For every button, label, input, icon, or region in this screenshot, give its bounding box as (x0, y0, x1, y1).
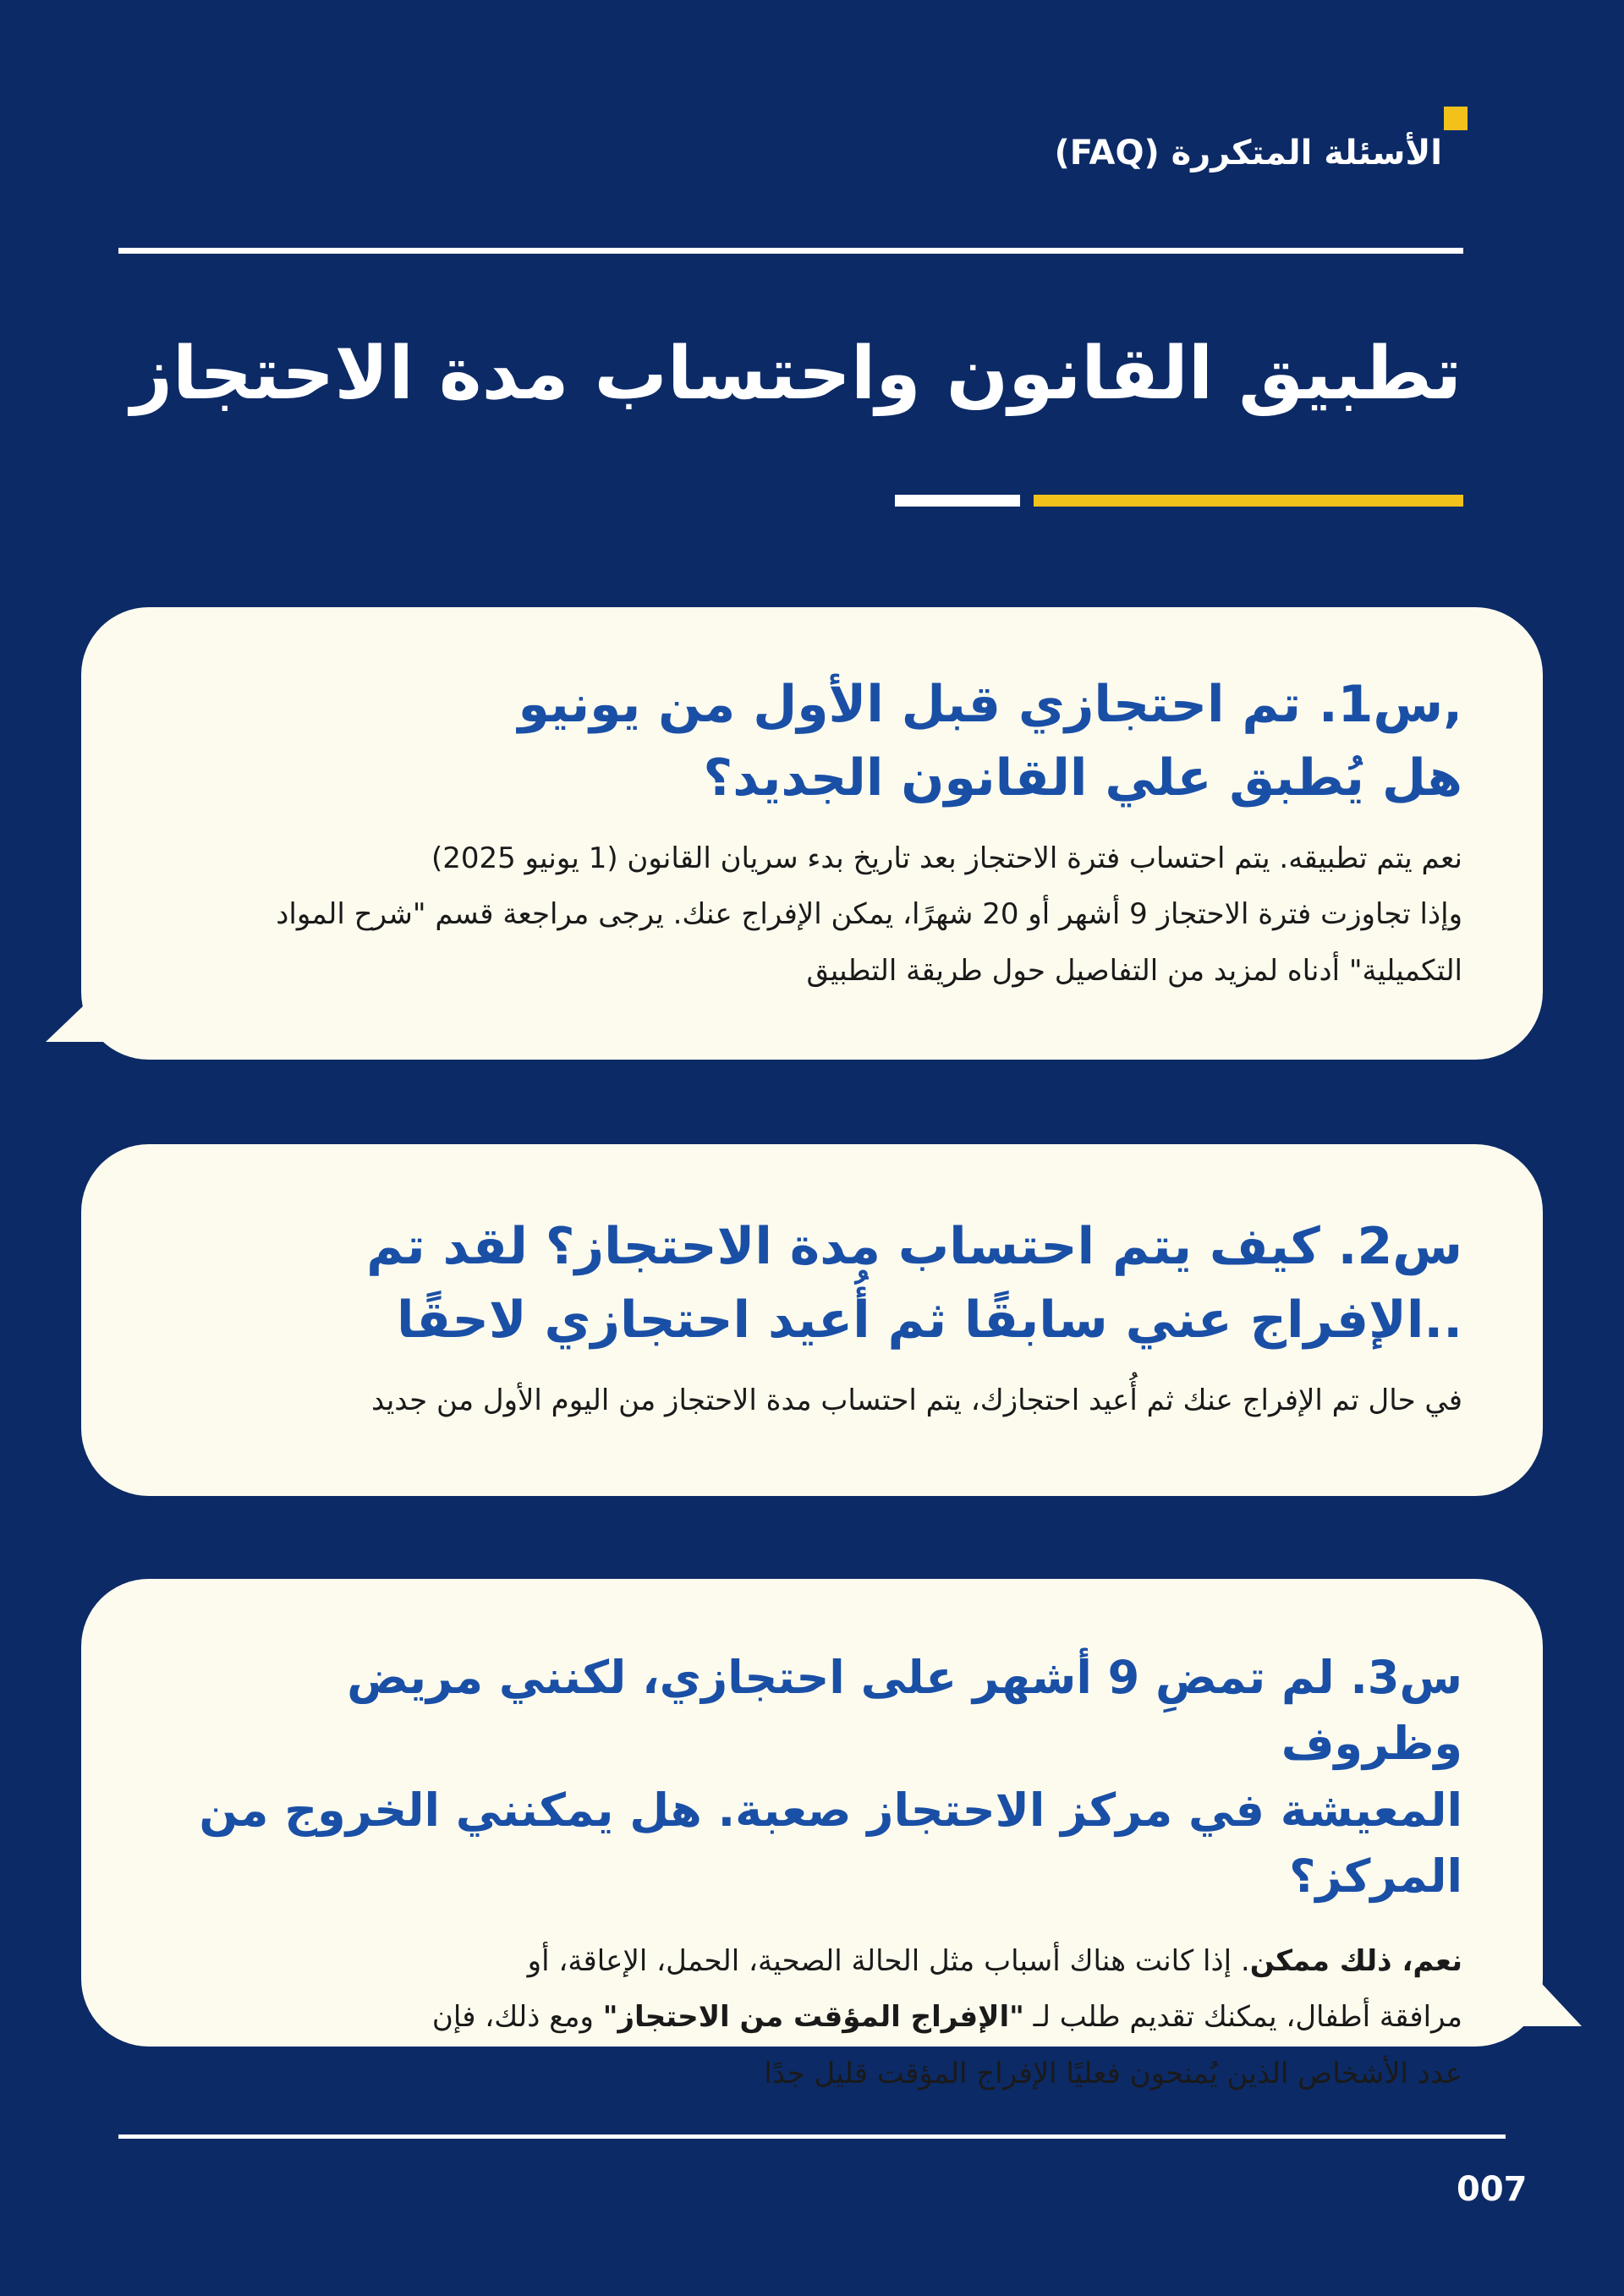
faq-answer-3-line2-start: مرافقة أطفال، يمكنك تقديم طلب لـ (1023, 2000, 1462, 2035)
faq-question-3 (191, 1645, 1462, 1910)
faq-answer-2 (191, 1373, 1462, 1428)
faq-answer-3-line3: عدد الأشخاص الذين يُمنحون فعليًا الإفراج المؤقت قليل جدًا (764, 2056, 1462, 2091)
faq-answer-3-line2-end: ومع ذلك، فإن (431, 2000, 603, 2035)
section-label: الأسئلة المتكررة (FAQ) (1054, 134, 1442, 173)
faq-answer-1 (191, 830, 1462, 999)
title-underline-white (895, 495, 1020, 507)
faq-answer-3 (191, 1933, 1462, 2101)
faq-card-1 (81, 607, 1543, 1060)
faq-question-2 (191, 1210, 1462, 1357)
page-number: 007 (1457, 2170, 1528, 2209)
page-title: تطبيق القانون واحتساب مدة الاحتجاز (130, 332, 1462, 416)
header-accent-square (1444, 107, 1468, 130)
bottom-divider (118, 2134, 1506, 2139)
faq-question-2-line1: س2. كيف يتم احتساب مدة الاحتجاز؟ لقد تم (366, 1217, 1462, 1276)
faq-question-3-line2: المعيشة في مركز الاحتجاز صعبة. هل يمكنني الخروج من المركز؟ (199, 1783, 1462, 1903)
faq-question-1-line1: ,س1. تم احتجازي قبل الأول من يونيو (518, 675, 1462, 734)
faq-answer-3-line1-rest: . إذا كانت هناك أسباب مثل الحالة الصحية، الحمل، الإعاقة، أو (527, 1944, 1250, 1979)
faq-answer-1-line3: التكميلية" أدناه لمزيد من التفاصيل حول طريقة التطبيق (806, 953, 1462, 988)
faq-question-2-line2: ..الإفراج عني سابقًا ثم أُعيد احتجازي لاحقًا (396, 1290, 1462, 1350)
faq-card-3 (81, 1579, 1543, 2091)
faq-answer-1-line1: نعم يتم تطبيقه. يتم احتساب فترة الاحتجاز بعد تاريخ بدء سريان القانون (1 يونيو 2025) (431, 841, 1462, 875)
faq-card-2 (81, 1144, 1543, 1496)
faq-answer-3-bold1: نعم، ذلك ممكن (1249, 1944, 1462, 1979)
faq-answer-3-bold2: "الإفراج المؤقت من الاحتجاز" (602, 2000, 1024, 2035)
faq-answer-1-line2: وإذا تجاوزت فترة الاحتجاز 9 أشهر أو 20 شهرًا، يمكن الإفراج عنك. يرجى مراجعة قسم "شرح المواد (276, 897, 1462, 932)
faq-question-1-line2: هل يُطبق علي القانون الجديد؟ (703, 748, 1462, 808)
title-underline-yellow (1034, 495, 1463, 507)
faq-question-1 (191, 668, 1462, 815)
top-divider (118, 248, 1463, 254)
faq-question-3-line1: س3. لم تمضِ 9 أشهر على احتجازي، لكنني مريض وظروف (347, 1651, 1462, 1771)
faq-answer-2-line1: في حال تم الإفراج عنك ثم أُعيد احتجازك، يتم احتساب مدة الاحتجاز من اليوم الأول من جديد (371, 1384, 1462, 1417)
